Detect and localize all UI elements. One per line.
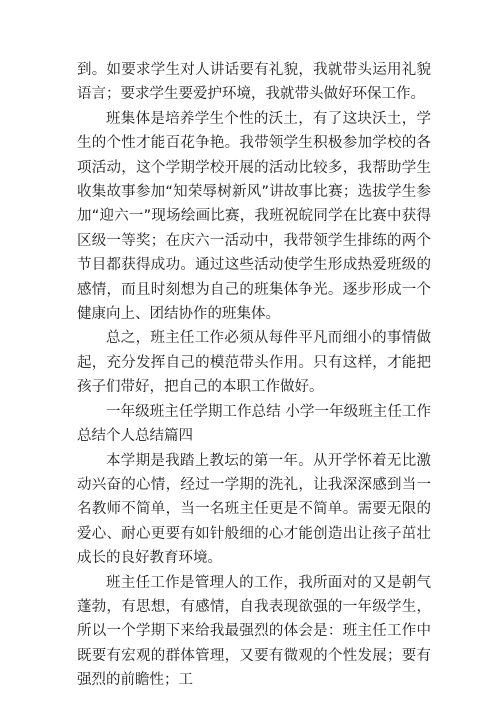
paragraph-1: 到。如要求学生对人讲话要有礼貌，我就带头运用礼貌语言；要求学生要爱护环境，我就带头做好环保工作。 [77, 62, 431, 103]
paragraph-3: 总之，班主任工作必须从每件平凡而细小的事情做起，充分发挥自己的模范带头作用。只有这样，才能把孩子们带好，把自己的本职工作做好。 [77, 330, 431, 396]
paragraph-5: 班主任工作是管理人的工作，我所面对的又是朝气蓬勃，有思想，有感情，自我表现欲强的一年级学生，所以一个学期下来给我最强烈的体会是：班主任工作中既要有宏观的群体管理，又要有微观的个性发展；要有强烈的前瞻性；工 [77, 574, 431, 689]
section-heading: 一年级班主任学期工作总结 小学一年级班主任工作总结个人总结篇四 [77, 403, 431, 445]
document-body [77, 58, 431, 693]
paragraph-2: 班集体是培养学生个性的沃土，有了这块沃土，学生的个性才能百花争艳。我带领学生积极参加学校的各项活动，这个学期学校开展的活动比较多，我帮助学生收集故事参加“知荣辱树新风”讲故事比赛；选拔学生参加“迎六一”现场绘画比赛，我班祝皖同学在比赛中获得区级一等奖；在庆六一活动中，我带领学生排练的两个节目都获得成功。通过这些活动使学生形成热爱班级的感情，而且时刻想为自己的班集体争光。逐步形成一个健康向上、团结协作的班集体。 [77, 110, 431, 323]
paragraph-4: 本学期是我踏上教坛的第一年。从开学怀着无比激动兴奋的心情，经过一学期的洗礼，让我深深感到当一名教师不简单，当一名班主任更是不简单。需要无限的爱心、耐心更要有如针般细的心才能创造出让孩子茁壮成长的良好教育环境。 [77, 452, 431, 567]
